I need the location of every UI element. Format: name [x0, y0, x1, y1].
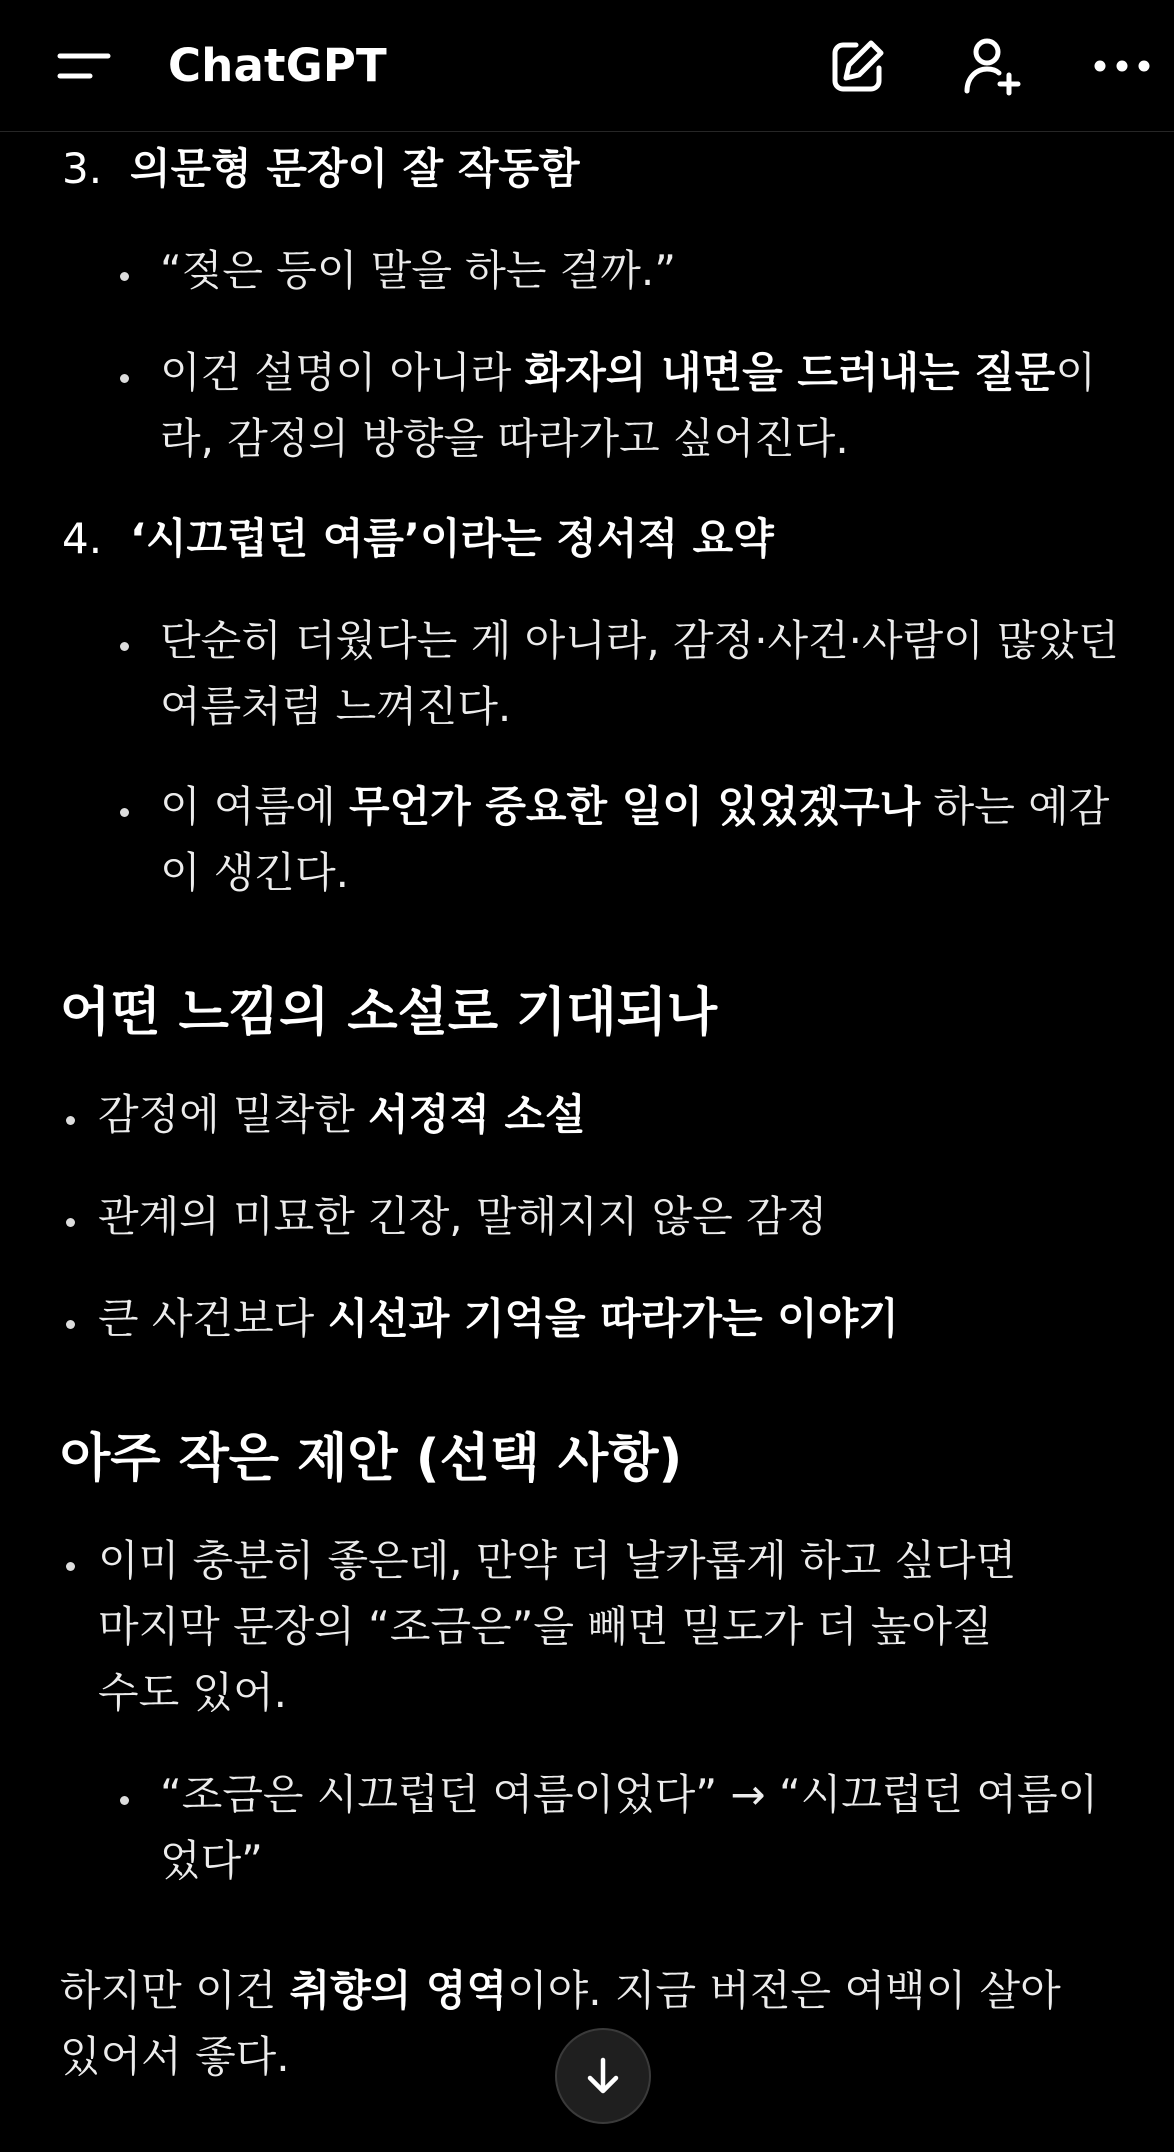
bullet [66, 1218, 75, 1227]
bullet [120, 374, 129, 383]
bullet [66, 1320, 75, 1329]
list-item: 이건 설명이 아니라 화자의 내면을 드러내는 질문이 라, 감정의 방향을 따라가고 싶어진다. [160, 348, 1096, 463]
closing-paragraph: 하지만 이건 취향의 영역이야. 지금 버전은 여백이 살아 있어서 좋다. [60, 1966, 1061, 2081]
numbered-item-title: 3. 의문형 문장이 잘 작동함 [62, 144, 580, 193]
add-user-icon[interactable] [960, 34, 1024, 98]
menu-icon[interactable] [56, 48, 112, 84]
top-bar [0, 0, 1174, 132]
list-item: “젖은 등이 말을 하는 걸까.” [160, 246, 676, 295]
section-heading: 어떤 느낌의 소설로 기대되나 [60, 983, 718, 1043]
list-item: 이미 충분히 좋은데, 만약 더 날카롭게 하고 싶다면 마지막 문장의 “조금은”을 빼면 밀도가 더 높아질 수도 있어. [98, 1536, 1017, 1717]
bullet [66, 1116, 75, 1125]
bullet [120, 808, 129, 817]
scroll-down-button[interactable] [555, 2028, 651, 2124]
list-item: 관계의 미묘한 긴장, 말해지지 않은 감정 [98, 1192, 828, 1241]
list-item: 단순히 더웠다는 게 아니라, 감정·사건·사람이 많았던 여름처럼 느껴진다. [160, 616, 1119, 731]
list-item: 큰 사건보다 시선과 기억을 따라가는 이야기 [98, 1294, 899, 1343]
list-item: “조금은 시끄럽던 여름이었다” → “시끄럽던 여름이 었다” [160, 1770, 1099, 1885]
bullet [120, 642, 129, 651]
new-chat-icon[interactable] [826, 34, 890, 98]
bullet [120, 1796, 129, 1805]
list-item: 이 여름에 무언가 중요한 일이 있었겠구나 하는 예감 이 생긴다. [160, 782, 1110, 897]
more-icon[interactable] [1090, 34, 1154, 98]
arrow-down-icon [581, 2054, 625, 2098]
list-item: 감정에 밀착한 서정적 소설 [98, 1090, 586, 1139]
section-heading: 아주 작은 제안 (선택 사항) [60, 1429, 683, 1489]
bullet [120, 272, 129, 281]
numbered-item-title: 4. ‘시끄럽던 여름’이라는 정서적 요약 [62, 514, 774, 563]
app-title: ChatGPT [168, 39, 387, 92]
bullet [66, 1562, 75, 1571]
